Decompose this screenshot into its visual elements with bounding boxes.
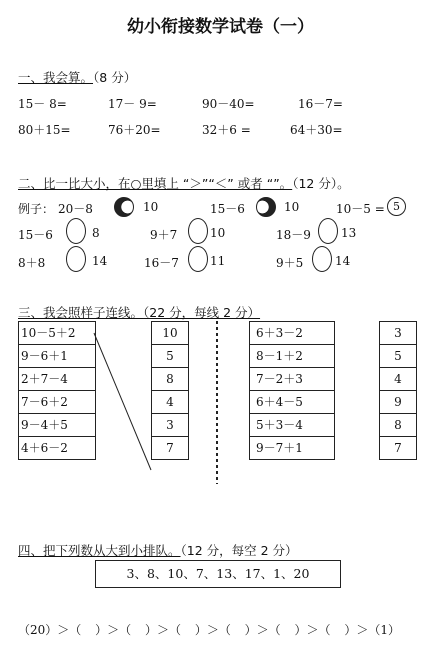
s1-problem: 90－40= (202, 97, 255, 111)
compare-left: 9＋5 (276, 256, 304, 270)
compare-right: 13 (341, 226, 357, 240)
s1-problem: 32＋6 = (202, 123, 251, 137)
compare-right: 10 (284, 200, 300, 214)
number-cell[interactable]: 10 (152, 322, 188, 345)
number-cell[interactable]: 7 (166, 441, 174, 455)
number-cell[interactable]: 4 (380, 368, 416, 391)
page-title: 幼小衔接数学试卷（一） (127, 17, 314, 37)
compare-right: 14 (92, 254, 108, 268)
s1-problem: 64＋30= (290, 123, 343, 137)
open-paren: （ (18, 623, 31, 637)
example-label: 例子： (18, 202, 55, 216)
number-cell[interactable]: 3 (380, 322, 416, 345)
expression-cell[interactable]: 2＋7－4 (19, 368, 95, 391)
number-cell[interactable]: 9 (380, 391, 416, 414)
number-cell[interactable]: 8 (152, 368, 188, 391)
expression-cell[interactable]: 8－1＋2 (250, 345, 334, 368)
compare-left: 16－7 (144, 256, 179, 270)
section4-points: （12 分，每空 2 分） (180, 543, 298, 558)
number-cell[interactable]: 4 (152, 391, 188, 414)
ordering-answer-row: （20）＞（ ）＞（ ）＞（ ）＞（ ）＞（ ）＞（ ）＞（1） (18, 623, 401, 637)
compare-right: 11 (210, 254, 226, 268)
number-cell[interactable]: 5 (380, 345, 416, 368)
number-column-right (379, 321, 417, 460)
compare-left: 10－5 = (336, 202, 385, 216)
expression-cell[interactable]: 6＋4－5 (250, 391, 334, 414)
compare-right: 8 (92, 226, 100, 240)
compare-right: 10 (210, 226, 226, 240)
section3-points: （22 分，每线 2 分） (143, 305, 261, 320)
s1-problem: 17－ 9= (108, 97, 157, 111)
number-cell[interactable]: 5 (152, 345, 188, 368)
number-cell[interactable]: 3 (152, 414, 188, 437)
numbers-box: 3、8、10、7、13、17、1、20 (95, 560, 341, 588)
expression-cell[interactable]: 4＋6－2 (21, 441, 68, 455)
expression-cell[interactable]: 9－4＋5 (19, 414, 95, 437)
compare-left: 15－6 (210, 202, 245, 216)
number-cell[interactable]: 7 (394, 441, 402, 455)
first-answer: 20 (30, 623, 46, 637)
section4-heading (18, 541, 298, 559)
expression-cell[interactable]: 6＋3－2 (250, 322, 334, 345)
section2-title: 二、比一比大小，在○里填上 “＞”“＜” 或者 “”。 (18, 176, 293, 191)
compare-right: 14 (335, 254, 351, 268)
example-left: 20－8 (58, 202, 93, 216)
section1-points: （8 分） (93, 70, 137, 85)
expression-cell[interactable]: 9－6＋1 (19, 345, 95, 368)
expression-cell[interactable]: 7－2＋3 (250, 368, 334, 391)
expression-column-right (249, 321, 335, 460)
s1-problem: 16－7= (298, 97, 343, 111)
section3-title: 三、我会照样子连线。 (18, 305, 144, 320)
compare-answer-circle: 5 (387, 197, 406, 216)
s1-problem: 80＋15= (18, 123, 71, 137)
expression-cell[interactable]: 7－6＋2 (19, 391, 95, 414)
expression-cell[interactable]: 10－5＋2 (19, 322, 95, 345)
compare-left: 8＋8 (18, 256, 46, 270)
expression-cell[interactable]: 9－7＋1 (256, 441, 303, 455)
expression-cell[interactable]: 5＋3－4 (250, 414, 334, 437)
s1-problem: 15－ 8= (18, 97, 67, 111)
compare-left: 18－9 (276, 228, 311, 242)
section4-title: 四、把下列数从大到小排队。 (18, 543, 181, 558)
s1-problem: 76＋20= (108, 123, 161, 137)
number-cell[interactable]: 8 (380, 414, 416, 437)
example-right: 10 (143, 200, 159, 214)
section1-title: 一、我会算。 (18, 70, 94, 85)
section2-points: （12 分）。 (292, 176, 350, 191)
compare-left: 15－6 (18, 228, 53, 242)
compare-left: 9＋7 (150, 228, 178, 242)
last-answer: 1 (380, 623, 389, 637)
